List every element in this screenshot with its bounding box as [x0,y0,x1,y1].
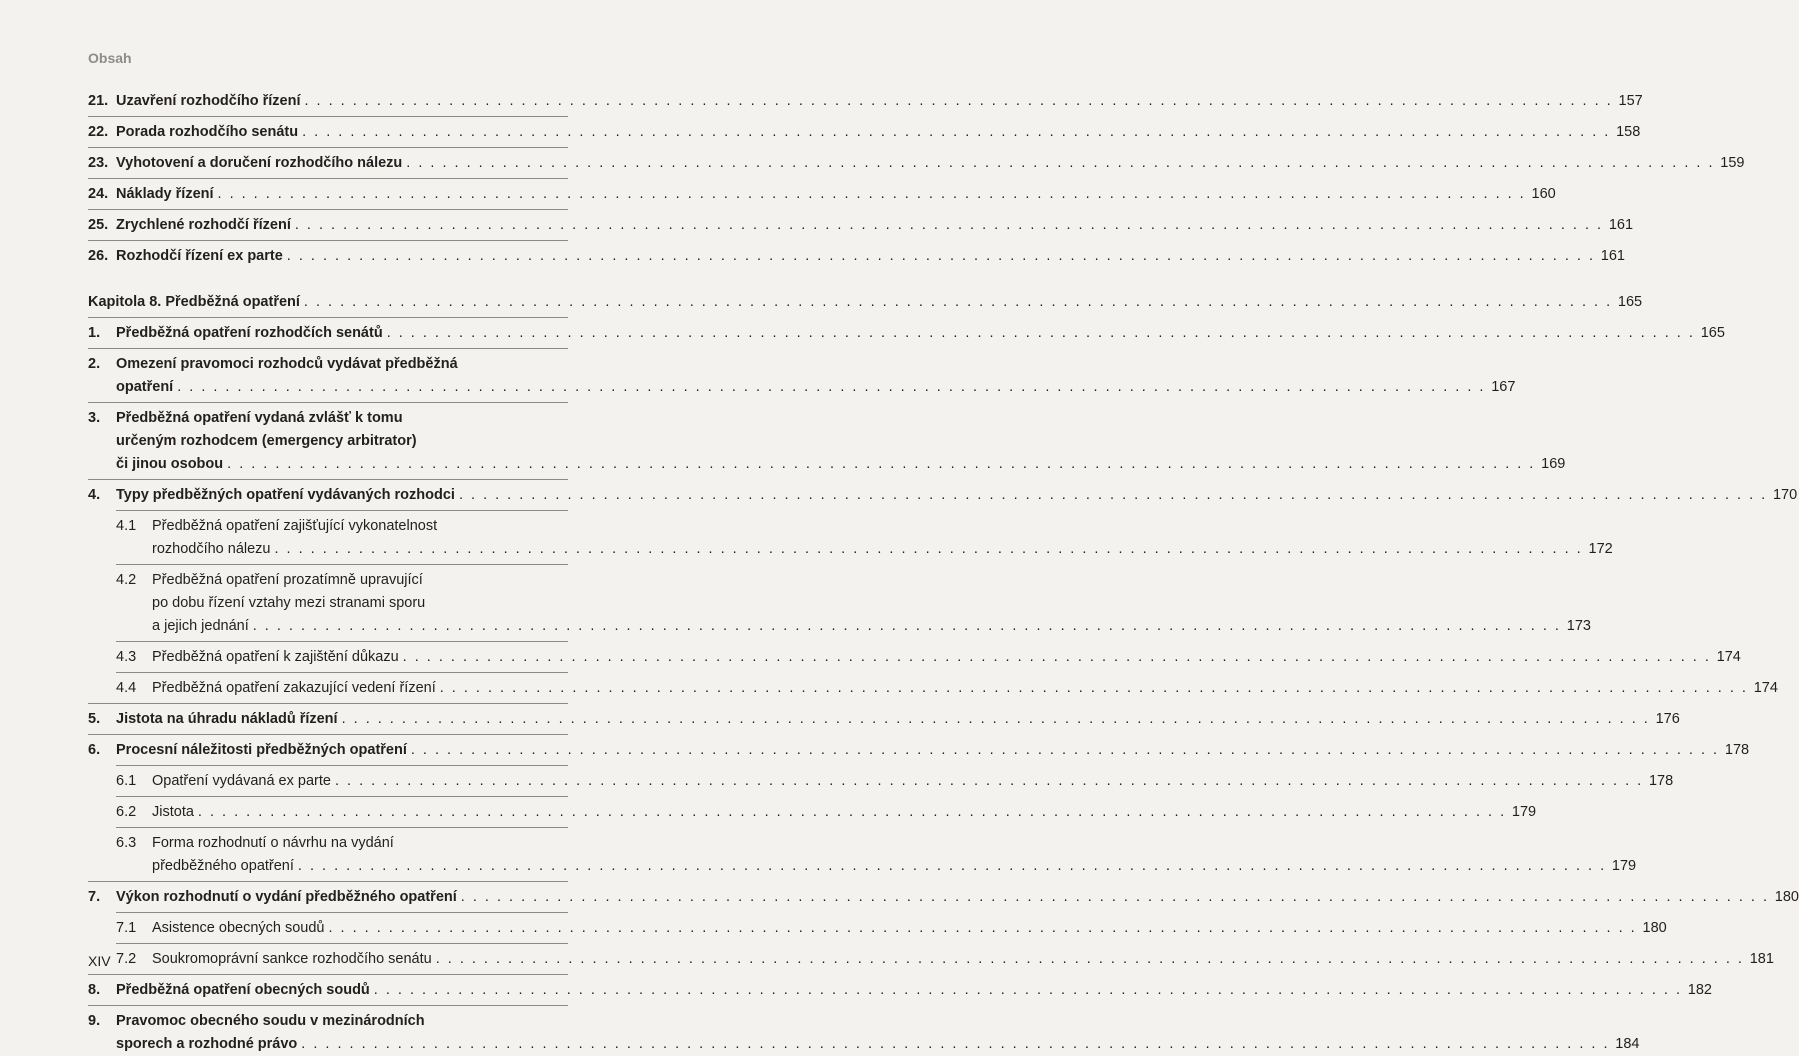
row-divider [88,974,568,975]
dot-leader: . . . . . . . . . . . . . . . . . . . . . . . . . . . . . . . . . . . . . . . . . . . . . . . . . . . . . . . . . . . . . . . . . . . . . . . . . . . . . . . . . . . . . . . . . . . . . . . . . . . . . . . . . . . . . [439,680,1748,696]
entry-title-line: Předběžná opatření rozhodčích senátů [116,325,383,341]
toc-entry[interactable] [88,90,1643,113]
dot-leader: . . . . . . . . . . . . . . . . . . . . . . . . . . . . . . . . . . . . . . . . . . . . . . . . . . . . . . . . . . . . . . . . . . . . . . . . . . . . . . . . . . . . . . . . . . . . . . . . . . . . . . . . . . . . . [460,889,1769,905]
entry-page-number: 161 [1600,248,1625,264]
toc-entry[interactable] [88,121,1641,144]
entry-page-number: 173 [1566,618,1591,634]
entry-title-line: Soukromoprávní sankce rozhodčího senátu [152,951,432,967]
dot-leader: . . . . . . . . . . . . . . . . . . . . . . . . . . . . . . . . . . . . . . . . . . . . . . . . . . . . . . . . . . . . . . . . . . . . . . . . . . . . . . . . . . . . . . . . . . . . . . . . . . . . . . . . . . . . . [373,982,1682,998]
entry-title-line: po dobu řízení vztahy mezi stranami sporu [152,595,426,611]
row-divider [88,116,568,117]
entry-title [116,708,1680,731]
entry-title-line: Předběžná opatření prozatímně upravující [152,572,423,588]
entry-title-line: sporech a rozhodné právo [116,1036,298,1052]
dot-leader: . . . . . . . . . . . . . . . . . . . . . . . . . . . . . . . . . . . . . . . . . . . . . . . . . . . . . . . . . . . . . . . . . . . . . . . . . . . . . . . . . . . . . . . . . . . . . . . . . . . . . . . . . . . . . [302,124,1611,140]
entry-page-number: 174 [1716,649,1741,665]
entry-title [152,770,1674,793]
row-divider [116,912,568,913]
entry-title [152,832,1637,878]
row-divider [116,641,568,642]
toc-subentry[interactable] [88,948,1774,971]
toc-subentry[interactable] [88,515,1613,561]
toc-entry[interactable] [88,484,1798,507]
entry-title-line: Zrychlené rozhodčí řízení [116,217,291,233]
entry-title [116,886,1799,909]
entry-number: 2. [88,356,101,372]
toc-entry[interactable] [88,183,1556,206]
entry-title [116,322,1725,345]
row-divider [116,943,568,944]
entry-page-number: 165 [1617,294,1643,310]
entry-title [152,801,1536,824]
dot-leader: . . . . . . . . . . . . . . . . . . . . . . . . . . . . . . . . . . . . . . . . . . . . . . . . . . . . . . . . . . . . . . . . . . . . . . . . . . . . . . . . . . . . . . . . . . . . . . . . . . . . . . . . . . . . . [227,456,1536,472]
entry-page-number: 158 [1616,124,1641,140]
entry-title-line: Uzavření rozhodčího řízení [116,93,301,109]
entry-title [116,214,1634,237]
entry-title [152,948,1774,971]
toc-entry[interactable] [88,152,1745,175]
entry-title [116,121,1641,144]
entry-number: 21. [88,93,109,109]
page-number: XIV [88,953,111,969]
row-divider [88,881,568,882]
row-divider [88,317,568,318]
entry-page-number: 178 [1724,742,1750,758]
row-divider [116,827,568,828]
entry-number: 7. [88,889,101,905]
entry-page-number: 180 [1642,920,1667,936]
entry-title-line: Předběžná opatření obecných soudů [116,982,370,998]
entry-page-number: 172 [1588,541,1613,557]
entry-title [152,677,1778,700]
entry-title [152,917,1667,940]
toc-entry[interactable] [88,886,1799,909]
entry-title [116,245,1625,268]
dot-leader: . . . . . . . . . . . . . . . . . . . . . . . . . . . . . . . . . . . . . . . . . . . . . . . . . . . . . . . . . . . . . . . . . . . . . . . . . . . . . . . . . . . . . . . . . . . . . . . . . . . . . . . . . . . . . [197,804,1507,820]
entry-number: 6.3 [116,835,137,851]
dot-leader: . . . . . . . . . . . . . . . . . . . . . . . . . . . . . . . . . . . . . . . . . . . . . . . . . . . . . . . . . . . . . . . . . . . . . . . . . . . . . . . . . . . . . . . . . . . . . . . . . . . . . . . . . . . . . [301,1036,1610,1052]
entry-title-line: Předběžná opatření zakazující vedení řízení [152,680,436,696]
entry-number: 23. [88,155,109,171]
entry-number: 4. [88,487,101,503]
entry-title [116,183,1556,206]
toc-entry[interactable] [88,739,1750,762]
entry-page-number: 184 [1615,1036,1640,1052]
row-divider [116,510,568,511]
toc-entry[interactable] [88,708,1680,731]
dot-leader: . . . . . . . . . . . . . . . . . . . . . . . . . . . . . . . . . . . . . . . . . . . . . . . . . . . . . . . . . . . . . . . . . . . . . . . . . . . . . . . . . . . . . . . . . . . . . . . . . . . . . . . . . . . . . [286,248,1595,264]
entry-title-line: opatření [116,379,174,395]
dot-leader: . . . . . . . . . . . . . . . . . . . . . . . . . . . . . . . . . . . . . . . . . . . . . . . . . . . . . . . . . . . . . . . . . . . . . . . . . . . . . . . . . . . . . . . . . . . . . . . . . . . . . . . . . . . . . [406,155,1715,171]
entry-title-line: Forma rozhodnutí o návrhu na vydání [152,835,394,851]
dot-leader: . . . . . . . . . . . . . . . . . . . . . . . . . . . . . . . . . . . . . . . . . . . . . . . . . . . . . . . . . . . . . . . . . . . . . . . . . . . . . . . . . . . . . . . . . . . . . . . . . . . . . . . . . . . . . [341,711,1650,727]
entry-page-number: 174 [1753,680,1778,696]
entry-title-line: Předběžná opatření vydaná zvlášť k tomu [116,410,403,426]
entry-number: 6. [88,742,101,758]
entry-number: 7.2 [116,951,137,967]
entry-page-number: 178 [1648,773,1674,789]
entry-number: 3. [88,410,101,426]
entry-number: 5. [88,711,101,727]
entry-title-line: Výkon rozhodnutí o vydání předběžného opatření [116,889,457,905]
entry-title [116,979,1712,1002]
toc-subentry[interactable] [88,677,1778,700]
row-divider [88,348,568,349]
dot-leader: . . . . . . . . . . . . . . . . . . . . . . . . . . . . . . . . . . . . . . . . . . . . . . . . . . . . . . . . . . . . . . . . . . . . . . . . . . . . . . . . . . . . . . . . . . . . . . . . . . . . . . . . . . . . . [386,325,1695,341]
chapter-spacer [88,268,568,291]
entry-number: 6.2 [116,804,137,820]
entry-title [116,152,1745,175]
dot-leader: . . . . . . . . . . . . . . . . . . . . . . . . . . . . . . . . . . . . . . . . . . . . . . . . . . . . . . . . . . . . . . . . . . . . . . . . . . . . . . . . . . . . . . . . . . . . . . . . . . . . . . . . . . . . . [328,920,1637,936]
toc-entry[interactable] [88,407,1566,476]
toc-subentry[interactable] [88,569,1591,638]
row-divider [88,209,568,210]
entry-page-number: 165 [1700,325,1725,341]
row-divider [88,734,568,735]
entry-number: 4.2 [116,572,137,588]
table-of-contents [88,90,1799,1056]
entry-title [116,353,1515,399]
dot-leader: . . . . . . . . . . . . . . . . . . . . . . . . . . . . . . . . . . . . . . . . . . . . . . . . . . . . . . . . . . . . . . . . . . . . . . . . . . . . . . . . . . . . . . . . . . . . . . . . . . . . . . . . . . . . . [303,294,1613,310]
toc-entry[interactable] [88,322,1725,345]
toc-entry[interactable] [88,979,1712,1002]
row-divider [88,147,568,148]
toc-subentry[interactable] [88,646,1741,669]
running-header: Obsah [88,50,132,66]
entry-number: 7.1 [116,920,137,936]
entry-number: 4.1 [116,518,137,534]
entry-page-number: 176 [1655,711,1680,727]
entry-title-line: určeným rozhodcem (emergency arbitrator) [116,433,417,449]
entry-page-number: 170 [1772,487,1798,503]
toc-entry[interactable] [88,353,1516,399]
entry-title [116,90,1643,113]
entry-title-line: Porada rozhodčího senátu [116,124,299,140]
entry-page-number: 179 [1611,858,1637,874]
entry-title-line: Předběžná opatření zajišťující vykonatelnost [152,518,438,534]
dot-leader: . . . . . . . . . . . . . . . . . . . . . . . . . . . . . . . . . . . . . . . . . . . . . . . . . . . . . . . . . . . . . . . . . . . . . . . . . . . . . . . . . . . . . . . . . . . . . . . . . . . . . . . . . . . . . [177,379,1486,395]
entry-number: 4.3 [116,649,137,665]
dot-leader: . . . . . . . . . . . . . . . . . . . . . . . . . . . . . . . . . . . . . . . . . . . . . . . . . . . . . . . . . . . . . . . . . . . . . . . . . . . . . . . . . . . . . . . . . . . . . . . . . . . . . . . . . . . . . [334,773,1644,789]
entry-number: 24. [88,186,109,202]
row-divider [116,796,568,797]
entry-page-number: 181 [1749,951,1774,967]
entry-number: 9. [88,1013,101,1029]
entry-number: 26. [88,248,109,264]
row-divider [88,240,568,241]
row-divider [88,178,568,179]
entry-page-number: 169 [1541,456,1566,472]
entry-title-line: a jejich jednání [152,618,249,634]
toc-subentry[interactable] [88,770,1674,793]
entry-title-line: či jinou osobou [116,456,224,472]
entry-title-line: Rozhodčí řízení ex parte [116,248,283,264]
entry-title [152,569,1591,638]
toc-subentry[interactable] [88,832,1637,878]
entry-number: 22. [88,124,109,140]
entry-title-line: Opatření vydávaná ex parte [152,773,331,789]
entry-title [152,646,1741,669]
row-divider [116,765,568,766]
entry-number: 4.4 [116,680,137,696]
entry-page-number: 180 [1774,889,1799,905]
dot-leader: . . . . . . . . . . . . . . . . . . . . . . . . . . . . . . . . . . . . . . . . . . . . . . . . . . . . . . . . . . . . . . . . . . . . . . . . . . . . . . . . . . . . . . . . . . . . . . . . . . . . . . . . . . . . . [294,217,1604,233]
entry-page-number: 182 [1687,982,1712,998]
entry-title-line: předběžného opatření [152,858,294,874]
entry-title [116,739,1750,762]
row-divider [88,703,568,704]
dot-leader: . . . . . . . . . . . . . . . . . . . . . . . . . . . . . . . . . . . . . . . . . . . . . . . . . . . . . . . . . . . . . . . . . . . . . . . . . . . . . . . . . . . . . . . . . . . . . . . . . . . . . . . . . . . . . [217,186,1526,202]
entry-title-line: Typy předběžných opatření vydávaných rozhodci [116,487,455,503]
row-divider [88,1005,568,1006]
entry-number: 8. [88,982,101,998]
dot-leader: . . . . . . . . . . . . . . . . . . . . . . . . . . . . . . . . . . . . . . . . . . . . . . . . . . . . . . . . . . . . . . . . . . . . . . . . . . . . . . . . . . . . . . . . . . . . . . . . . . . . . . . . . . . . . [435,951,1744,967]
entry-page-number: 157 [1618,93,1643,109]
entry-title-line: Kapitola 8. Předběžná opatření [88,294,300,310]
toc-subentry[interactable] [88,917,1667,940]
row-divider [116,564,568,565]
row-divider [116,672,568,673]
toc-entry[interactable] [88,214,1634,237]
entry-title-line: Pravomoc obecného soudu v mezinárodních [116,1013,425,1029]
dot-leader: . . . . . . . . . . . . . . . . . . . . . . . . . . . . . . . . . . . . . . . . . . . . . . . . . . . . . . . . . . . . . . . . . . . . . . . . . . . . . . . . . . . . . . . . . . . . . . . . . . . . . . . . . . . . . [458,487,1768,503]
dot-leader: . . . . . . . . . . . . . . . . . . . . . . . . . . . . . . . . . . . . . . . . . . . . . . . . . . . . . . . . . . . . . . . . . . . . . . . . . . . . . . . . . . . . . . . . . . . . . . . . . . . . . . . . . . . . . [274,541,1583,557]
dot-leader: . . . . . . . . . . . . . . . . . . . . . . . . . . . . . . . . . . . . . . . . . . . . . . . . . . . . . . . . . . . . . . . . . . . . . . . . . . . . . . . . . . . . . . . . . . . . . . . . . . . . . . . . . . . . . [410,742,1720,758]
entry-title-line: Jistota na úhradu nákladů řízení [116,711,338,727]
entry-number: 6.1 [116,773,137,789]
toc-entry[interactable] [88,1010,1640,1056]
entry-title [116,484,1798,507]
entry-page-number: 167 [1491,379,1516,395]
entry-number: 1. [88,325,101,341]
dot-leader: . . . . . . . . . . . . . . . . . . . . . . . . . . . . . . . . . . . . . . . . . . . . . . . . . . . . . . . . . . . . . . . . . . . . . . . . . . . . . . . . . . . . . . . . . . . . . . . . . . . . . . . . . . . . . [297,858,1607,874]
entry-title-line: Jistota [152,804,194,820]
dot-leader: . . . . . . . . . . . . . . . . . . . . . . . . . . . . . . . . . . . . . . . . . . . . . . . . . . . . . . . . . . . . . . . . . . . . . . . . . . . . . . . . . . . . . . . . . . . . . . . . . . . . . . . . . . . . . [252,618,1561,634]
dot-leader: . . . . . . . . . . . . . . . . . . . . . . . . . . . . . . . . . . . . . . . . . . . . . . . . . . . . . . . . . . . . . . . . . . . . . . . . . . . . . . . . . . . . . . . . . . . . . . . . . . . . . . . . . . . . . [402,649,1711,665]
toc-subentry[interactable] [88,801,1537,824]
entry-title [116,1010,1640,1056]
entry-page-number: 160 [1531,186,1556,202]
entry-title [152,515,1613,561]
entry-title-line: Předběžná opatření k zajištění důkazu [152,649,399,665]
entry-title-line: Asistence obecných soudů [152,920,325,936]
toc-chapter-heading[interactable] [88,291,1643,314]
entry-title-line: Vyhotovení a doručení rozhodčího nálezu [116,155,403,171]
entry-page-number: 161 [1608,217,1634,233]
entry-title [116,407,1566,476]
dot-leader: . . . . . . . . . . . . . . . . . . . . . . . . . . . . . . . . . . . . . . . . . . . . . . . . . . . . . . . . . . . . . . . . . . . . . . . . . . . . . . . . . . . . . . . . . . . . . . . . . . . . . . . . . . . . . [304,93,1613,109]
entry-title-line: Procesní náležitosti předběžných opatření [116,742,407,758]
entry-number: 25. [88,217,109,233]
toc-entry[interactable] [88,245,1625,268]
entry-title-line: Omezení pravomoci rozhodců vydávat předběžná [116,356,458,372]
entry-page-number: 159 [1720,155,1745,171]
entry-page-number: 179 [1511,804,1537,820]
entry-title [88,291,1643,314]
row-divider [88,402,568,403]
entry-title-line: Náklady řízení [116,186,214,202]
entry-title-line: rozhodčího nálezu [152,541,271,557]
row-divider [88,479,568,480]
